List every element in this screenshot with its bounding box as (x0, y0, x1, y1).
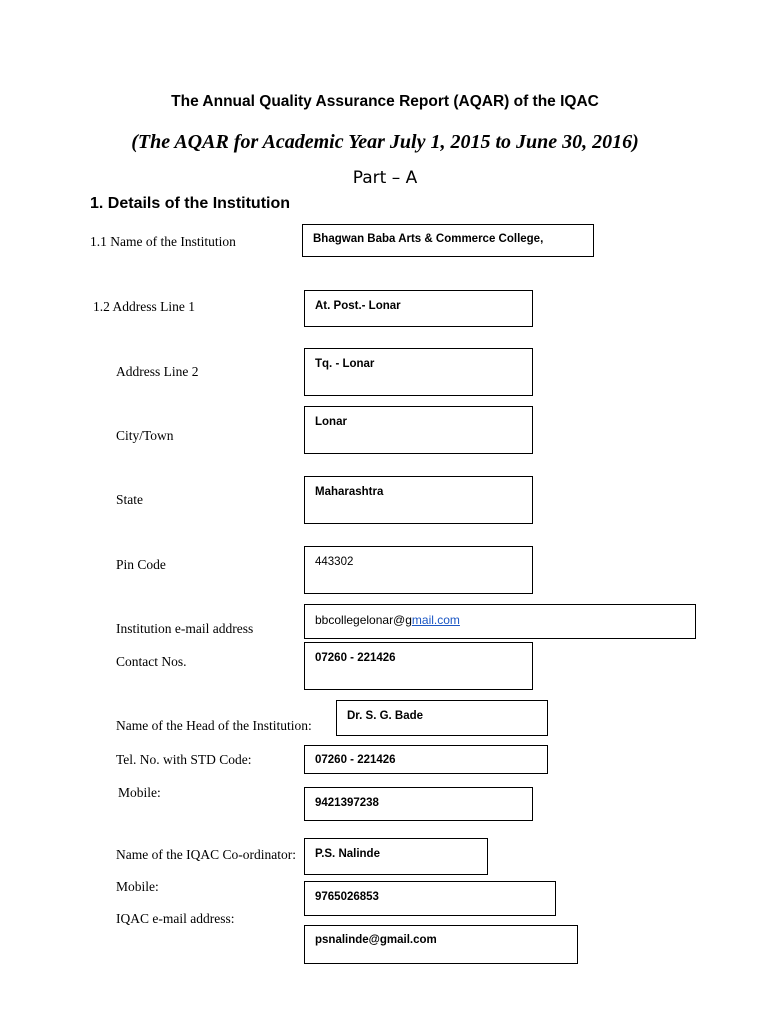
coordinator-mobile-label: Mobile: (116, 879, 159, 894)
tel-value: 07260 - 221426 (315, 754, 396, 766)
pin-code-label: Pin Code (116, 557, 166, 572)
coordinator-value: P.S. Nalinde (315, 848, 380, 860)
address-line2-field[interactable] (304, 348, 533, 396)
contact-value: 07260 - 221426 (315, 652, 396, 664)
institution-email-label: Institution e-mail address (116, 621, 254, 636)
address-line1-value: At. Post.- Lonar (315, 300, 401, 312)
report-title: The Annual Quality Assurance Report (AQAR) of the IQAC (171, 93, 599, 110)
tel-label: Tel. No. with STD Code: (116, 752, 252, 767)
institution-name-value: Bhagwan Baba Arts & Commerce College, (313, 233, 544, 245)
mobile-label: Mobile: (118, 785, 161, 800)
report-subtitle: (The AQAR for Academic Year July 1, 2015 to June 30, 2016) (131, 131, 639, 153)
address-line1-label: 1.2 Address Line 1 (93, 299, 195, 314)
coordinator-field[interactable] (304, 838, 488, 875)
city-label: City/Town (116, 428, 174, 443)
mobile-value: 9421397238 (315, 797, 379, 809)
tel-field[interactable] (304, 745, 548, 774)
coordinator-mobile-field[interactable] (304, 881, 556, 916)
institution-email-value (315, 613, 460, 627)
head-label: Name of the Head of the Institution: (116, 718, 312, 733)
institution-name-field[interactable] (302, 224, 594, 257)
coordinator-label: Name of the IQAC Co-ordinator: (116, 847, 296, 862)
address-line2-value: Tq. - Lonar (315, 358, 375, 370)
address-line1-field[interactable] (304, 290, 533, 327)
institution-email-field[interactable] (304, 604, 696, 639)
state-label: State (116, 492, 143, 507)
mobile-field[interactable] (304, 787, 533, 821)
email-prefix: bbcollegelonar@g (315, 613, 412, 627)
address-line2-label: Address Line 2 (116, 364, 199, 379)
state-field[interactable] (304, 476, 533, 524)
state-value: Maharashtra (315, 486, 384, 498)
part-heading: Part – A (352, 168, 418, 188)
contact-label: Contact Nos. (116, 654, 187, 669)
pin-code-field[interactable] (304, 546, 533, 594)
head-value: Dr. S. G. Bade (347, 710, 424, 722)
institution-name-label: 1.1 Name of the Institution (90, 234, 236, 249)
iqac-email-label: IQAC e-mail address: (116, 911, 235, 926)
coordinator-mobile-value: 9765026853 (315, 891, 379, 903)
email-link[interactable]: mail.com (411, 613, 460, 627)
pin-code-value: 443302 (315, 556, 354, 568)
iqac-email-value: psnalinde@gmail.com (315, 934, 437, 946)
city-field[interactable] (304, 406, 533, 454)
head-field[interactable] (336, 700, 548, 736)
contact-field[interactable] (304, 642, 533, 690)
section-heading: 1. Details of the Institution (90, 195, 291, 212)
iqac-email-field[interactable] (304, 925, 578, 964)
city-value: Lonar (315, 416, 347, 428)
